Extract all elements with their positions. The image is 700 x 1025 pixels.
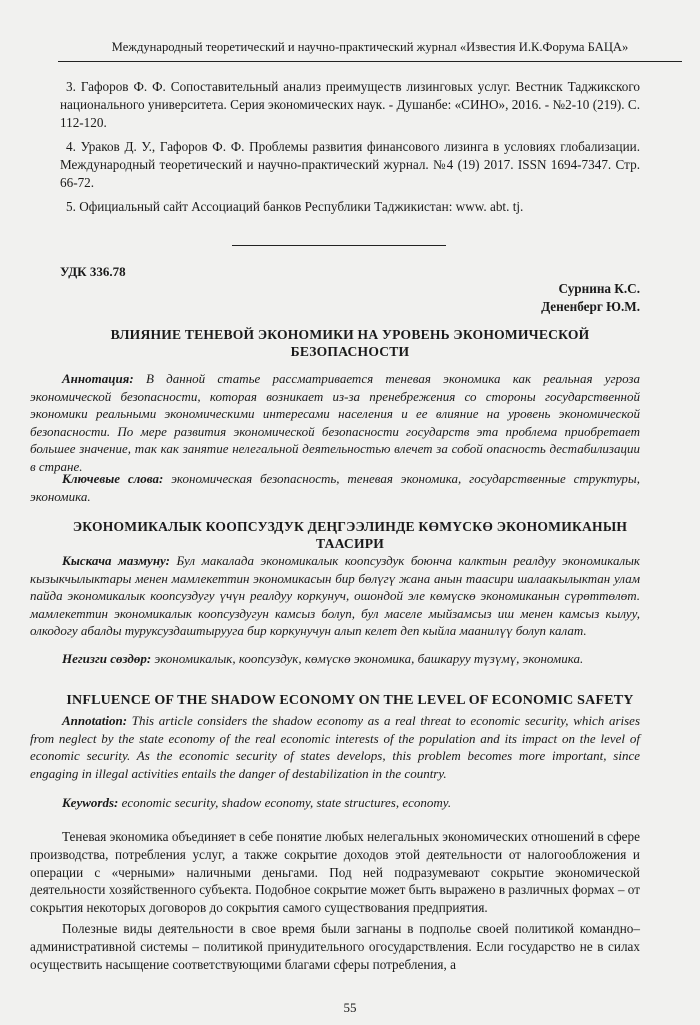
keywords-label: Негизги сөздөр:: [62, 651, 152, 666]
keywords-text: экономическая безопасность, теневая экономика, государственные структуры, экономика.: [30, 471, 640, 504]
abstract-ky: [30, 552, 640, 640]
keywords-text: экономикалык, коопсуздук, көмүскө экономика, башкаруу түзүмү, экономика.: [151, 651, 584, 666]
author-name: Сурнина К.С.: [558, 281, 640, 296]
abstract-en: [30, 712, 640, 782]
article-title-ky: ЭКОНОМИКАЛЫК КООПСУЗДУК ДЕҢГЭЭЛИНДЕ КӨМҮСКӨ ЭКОНОМИКАНЫН ТААСИРИ: [72, 519, 628, 551]
keywords-ru: [30, 470, 640, 505]
body-paragraph: Полезные виды деятельности в свое время были загнаны в подполье своей политикой командно– административной системы – политикой принудительного огосударствления. Если государство не в силах осуществить насыщение соответствующими благами сферы потребления, а: [30, 920, 640, 972]
keywords-label: Ключевые слова:: [62, 471, 164, 486]
abstract-label: Annotation:: [62, 713, 128, 728]
article-title-ru: ВЛИЯНИЕ ТЕНЕВОЙ ЭКОНОМИКИ НА УРОВЕНЬ ЭКОНОМИЧЕСКОЙ БЕЗОПАСНОСТИ: [110, 327, 590, 359]
keywords-text: economic security, shadow economy, state structures, economy.: [118, 795, 452, 810]
keywords-ky: [30, 650, 640, 668]
abstract-text: This article considers the shadow economy as a real threat to economic security, which arises from neglect by the state economy of the real economic interests of the population and its impact on the level of economic security. As the economic security of states develops, this problem becomes more important, since engaging in illegal activities entails the danger of destabilization in the country.: [30, 713, 640, 781]
article-title-en: INFLUENCE OF THE SHADOW ECONOMY ON THE LEVEL OF ECONOMIC SAFETY: [66, 693, 634, 708]
abstract-label: Кыскача мазмуну:: [62, 553, 170, 568]
author-list: [541, 280, 640, 316]
reference-item: 4. Ураков Д. У., Гафоров Ф. Ф. Проблемы развития финансового лизинга в условиях глобализации. Международный теоретический и научно-практический журнал. №4 (19) 2017. ISSN 1694-7347. Стр. 66-72.: [60, 139, 640, 190]
body-paragraph: Теневая экономика объединяет в себе понятие любых нелегальных экономических отношений в сфере производства, потребления услуг, а также сокрытие доходов этой деятельности от налогообложения и операции с «черными» наличными деньгами. Под ней подразумевают сокрытие экономической деятельности хозяйственного субъекта. Подобное сокрытие может быть выражено в различных формах – от сокрытия некоторых договоров до сокрытия самого существования предприятия.: [30, 829, 640, 916]
keywords-en: [30, 794, 640, 812]
reference-item: 3. Гафоров Ф. Ф. Сопоставительный анализ преимуществ лизинговых услуг. Вестник Таджикского национального университета. Серия экономических наук. - Душанбе: «СИНО», 2016. - №2-10 (219). С. 112-120.: [60, 79, 640, 130]
running-header: Международный теоретический и научно-практический журнал «Известия И.К.Форума БАЦА»: [58, 40, 682, 62]
abstract-text: Бул макалада экономикалык коопсуздук боюнча калктын реалдуу экономикалык кызыкчылыктары менен мамлекеттин экономикасын бир бөлүгү жана анын таасири шалаакылыктан улам пайда экономикалык коопсуздугу үчүн реалдуу коркунуч, ошондой эле көмүскө экономиканын сүрөттөлөт. мамлекеттин экономикалык коопсуздугун камсыз болуп, бул маселе мыйзамсыз иш менен камсыз кылуу, олкодогу абалды туруксуздаштырууга бир коркунучун алып келет деп кыйла маанилүү болуп калат.: [30, 553, 640, 638]
abstract-label: Аннотация:: [62, 371, 134, 386]
udk-code: УДК 336.78: [60, 264, 126, 279]
abstract-text: В данной статье рассматривается теневая экономика как реальная угроза экономической безопасности, которая возникает из-за пренебрежения со стороны государственной экономики реальными экономическими интересами населения и ее влияние на уровень экономической безопасности. По мере развития экономической безопасности государств эта проблема приобретает большее значение, так как занятие нелегальной деятельностью влечет за собой опасность дестабилизации в стране.: [30, 371, 640, 474]
reference-list: [60, 78, 640, 222]
reference-item: 5. Официальный сайт Ассоциаций банков Республики Таджикистан: www. abt. tj.: [66, 199, 524, 214]
page-number: 55: [343, 1000, 357, 1015]
abstract-ru: [30, 370, 640, 475]
section-divider: [232, 245, 446, 246]
author-name: Дененберг Ю.М.: [541, 299, 640, 314]
article-body: [30, 828, 640, 976]
keywords-label: Keywords:: [62, 795, 119, 810]
